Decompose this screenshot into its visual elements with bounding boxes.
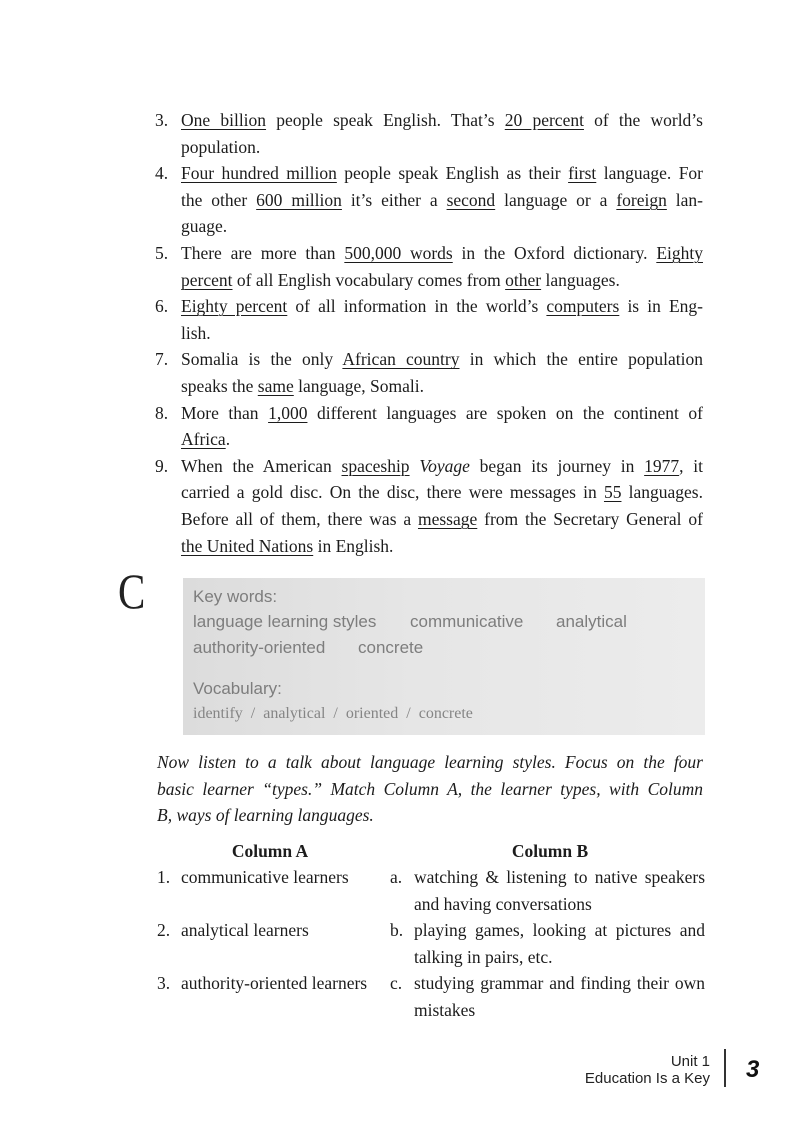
footer-title: Education Is a Key — [584, 1070, 710, 1087]
key-words-label: Key words: — [193, 587, 278, 606]
vocabulary-label: Vocabulary: — [193, 679, 282, 698]
italic-title: Voyage — [419, 455, 470, 476]
text-segment: of all information in the world’s — [287, 296, 547, 317]
underlined-answer: Four hundred million — [181, 163, 337, 184]
column-b-line: and having conversations — [414, 893, 592, 914]
fact-item — [155, 240, 703, 293]
text-segment: in which the entire population — [459, 349, 703, 370]
instructions — [157, 749, 703, 829]
underlined-answer: One billion — [181, 110, 267, 130]
fact-line — [181, 187, 703, 214]
fact-item — [155, 160, 703, 240]
column-a-number: 2. — [157, 920, 171, 940]
underlined-answer: same — [257, 375, 294, 396]
text-segment: people speak English as their — [336, 163, 569, 184]
text-segment: language or a — [495, 189, 617, 210]
column-b-line: studying grammar and finding their own — [414, 973, 705, 993]
match-row — [0, 864, 793, 917]
text-segment: carried a gold disc. On the disc, there were messages in — [181, 482, 604, 503]
text-segment: different languages are spoken on the continent of — [307, 402, 703, 423]
text-segment: When the American — [181, 455, 342, 476]
fact-number: 9. — [155, 455, 169, 476]
fact-text — [181, 346, 703, 399]
fact-item — [155, 293, 703, 346]
column-b-item — [414, 917, 705, 970]
text-segment: guage. — [181, 216, 228, 237]
fact-line — [181, 426, 703, 453]
fact-number: 5. — [155, 242, 169, 263]
vocabulary-list: identify / analytical / oriented / concrete — [193, 705, 473, 722]
underlined-answer: computers — [546, 296, 620, 317]
text-segment: language. For — [596, 163, 703, 184]
text-segment: speaks the — [181, 375, 258, 396]
column-b-letter: b. — [390, 920, 404, 940]
underlined-answer: 600 million — [256, 189, 342, 210]
text-segment: . — [225, 429, 231, 450]
text-segment: of the world’s — [583, 110, 703, 130]
text-segment: lish. — [181, 322, 211, 343]
column-a-item: authority-oriented learners — [181, 973, 368, 993]
underlined-answer: 1977 — [644, 455, 680, 476]
fact-text — [181, 107, 703, 160]
text-segment: More than — [181, 402, 269, 423]
fact-item — [155, 346, 703, 399]
text-segment: in English. — [313, 535, 394, 556]
underlined-answer: percent — [181, 269, 233, 290]
text-segment: languages. — [541, 269, 620, 290]
underlined-answer: first — [568, 163, 597, 184]
text-segment: languages. — [621, 482, 703, 503]
column-a-header: Column A — [231, 841, 309, 861]
fact-text — [181, 453, 703, 559]
fact-line — [181, 293, 703, 320]
underlined-answer: the United Nations — [181, 535, 314, 556]
key-word: concrete — [358, 638, 424, 657]
section-letter: C — [118, 563, 146, 619]
underlined-answer: foreign — [616, 189, 667, 210]
instruction-line: B, ways of learning languages. — [157, 805, 374, 826]
text-segment: it’s either a — [341, 189, 447, 210]
fact-line — [181, 320, 703, 347]
text-segment: Before all of them, there was a — [181, 508, 418, 529]
fact-list — [155, 107, 703, 559]
underlined-answer: 500,000 words — [344, 242, 453, 263]
key-word: communicative — [410, 612, 524, 631]
underlined-answer: spaceship — [341, 455, 410, 476]
underlined-answer: message — [417, 508, 478, 529]
fact-line — [181, 506, 703, 533]
text-segment: Somalia is the only — [181, 349, 343, 370]
page-number: 3 — [746, 1056, 760, 1083]
fact-item — [155, 107, 703, 160]
fact-line — [181, 267, 703, 294]
fact-line — [181, 533, 703, 560]
column-b-header: Column B — [511, 841, 589, 861]
running-footer — [585, 1053, 710, 1087]
fact-line — [181, 479, 703, 506]
text-segment: There are more than — [181, 242, 345, 263]
fact-number: 6. — [155, 296, 169, 317]
match-row — [0, 917, 793, 970]
column-b-item — [414, 970, 705, 1023]
text-segment: the other — [181, 189, 257, 210]
fact-number: 3. — [155, 110, 169, 130]
fact-line — [181, 453, 703, 480]
column-a-number: 3. — [157, 973, 171, 993]
fact-number: 7. — [155, 349, 169, 370]
footer-unit: Unit 1 — [670, 1053, 710, 1070]
fact-line — [181, 240, 703, 267]
underlined-answer: Africa — [181, 429, 226, 450]
column-a-number: 1. — [157, 867, 171, 887]
text-segment: of all English vocabulary comes from — [232, 269, 506, 290]
column-b-line: watching & listening to native speakers — [414, 867, 705, 887]
column-b-line: mistakes — [414, 999, 476, 1020]
key-words-box — [183, 578, 705, 735]
fact-line — [181, 400, 703, 427]
column-b-item — [414, 864, 705, 917]
match-row — [0, 970, 793, 1023]
text-segment: began its journey in — [469, 455, 645, 476]
footer-divider — [724, 1049, 726, 1087]
text-segment: language, Somali. — [293, 375, 425, 396]
underlined-answer: second — [446, 189, 496, 210]
text-segment: from the Secretary General of — [477, 508, 703, 529]
underlined-answer: Eighty percent — [181, 296, 288, 317]
fact-line — [181, 134, 703, 161]
column-b-letter: a. — [390, 867, 403, 887]
underlined-answer: African country — [342, 349, 460, 370]
text-segment — [410, 456, 420, 476]
text-segment: , it — [679, 455, 704, 476]
text-segment: population. — [181, 136, 261, 157]
text-segment: in the Oxford dictionary. — [452, 242, 657, 263]
fact-text — [181, 240, 703, 293]
column-a-item: communicative learners — [181, 867, 349, 887]
column-a-item: analytical learners — [181, 920, 309, 940]
fact-text — [181, 160, 703, 240]
fact-text — [181, 400, 703, 453]
underlined-answer: Eighty — [656, 242, 703, 263]
key-word: authority-oriented — [193, 638, 326, 657]
column-b-letter: c. — [390, 973, 403, 993]
fact-line — [181, 373, 703, 400]
underlined-answer: other — [505, 269, 542, 290]
fact-text — [181, 293, 703, 346]
underlined-answer: 1,000 — [268, 402, 308, 423]
column-b-line: playing games, looking at pictures and — [414, 920, 705, 940]
text-segment: lan- — [666, 189, 703, 210]
fact-number: 8. — [155, 402, 169, 423]
underlined-answer: 55 — [603, 482, 622, 503]
fact-line — [181, 160, 703, 187]
fact-line — [181, 107, 703, 134]
fact-item — [155, 453, 703, 559]
key-word: language learning styles — [193, 612, 377, 631]
fact-line — [181, 346, 703, 373]
underlined-answer: 20 percent — [504, 110, 584, 130]
instruction-line: basic learner “types.” Match Column A, the learner types, with Column — [157, 778, 703, 799]
column-b-line: talking in pairs, etc. — [414, 946, 553, 967]
fact-number: 4. — [155, 163, 169, 184]
text-segment: people speak English. That’s — [266, 110, 505, 130]
fact-line — [181, 213, 703, 240]
instruction-line: Now listen to a talk about language learning styles. Focus on the four — [157, 752, 703, 772]
fact-item — [155, 400, 703, 453]
text-segment: is in Eng- — [619, 296, 704, 317]
key-word: analytical — [556, 612, 627, 631]
